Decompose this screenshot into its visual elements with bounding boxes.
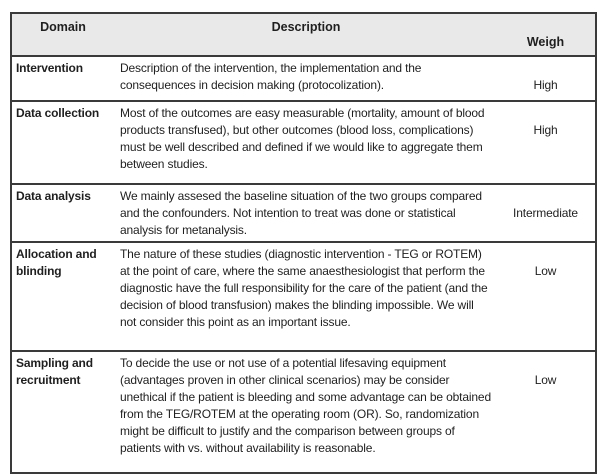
row-weight: Low [534, 264, 557, 278]
row-domain: Intervention [16, 61, 83, 75]
column-header-weigh: Weigh [526, 35, 565, 49]
table-row-intervention [12, 57, 595, 102]
row-weight: High [533, 123, 558, 137]
table-row-allocation-and-blinding [12, 243, 595, 352]
row-domain: Allocation and blinding [16, 247, 97, 278]
row-description: Description of the intervention, the implementation and the consequences in decision making (protocolization). [120, 61, 422, 92]
table-row-data-analysis [12, 185, 595, 243]
column-header-domain: Domain [40, 20, 86, 34]
row-description: We mainly assesed the baseline situation of the two groups compared and the confounders. Not intention to treat was done or statistical analysis for metanalysis. [120, 189, 482, 237]
row-description: To decide the use or not use of a potential lifesaving equipment (advantages proven in other clinical scenarios) may be consider unethical if the patient is bleeding and some advantage can be obtained from the TEG/ROTEM at the operating room (OR). So, randomization might be difficult to justify and the comparison between groups of patients with vs. without availability is reasonable. [120, 356, 491, 455]
row-description: The nature of these studies (diagnostic intervention - TEG or ROTEM) at the point of care, where the same anaesthesiologist that perform the diagnostic have the full responsibility for the care of the patient (and the decision of blood transfusion) makes the blinding impossible. We will not consider this point as an important issue. [120, 247, 488, 329]
column-header-description: Description [271, 20, 341, 34]
quality-assessment-table [10, 12, 597, 474]
row-domain: Sampling and recruitment [16, 356, 93, 387]
row-description: Most of the outcomes are easy measurable (mortality, amount of blood products transfused), but other outcomes (blood loss, complications) must be well described and defined if we would like to aggregate them between studies. [120, 106, 485, 171]
row-domain: Data collection [16, 106, 100, 120]
row-weight: High [533, 78, 558, 92]
row-domain: Data analysis [16, 189, 91, 203]
table-header-row [12, 14, 595, 57]
row-weight: Intermediate [513, 206, 578, 220]
table-row-sampling-and-recruitment [12, 352, 595, 472]
table-row-data-collection [12, 102, 595, 185]
row-weight: Low [534, 373, 557, 387]
